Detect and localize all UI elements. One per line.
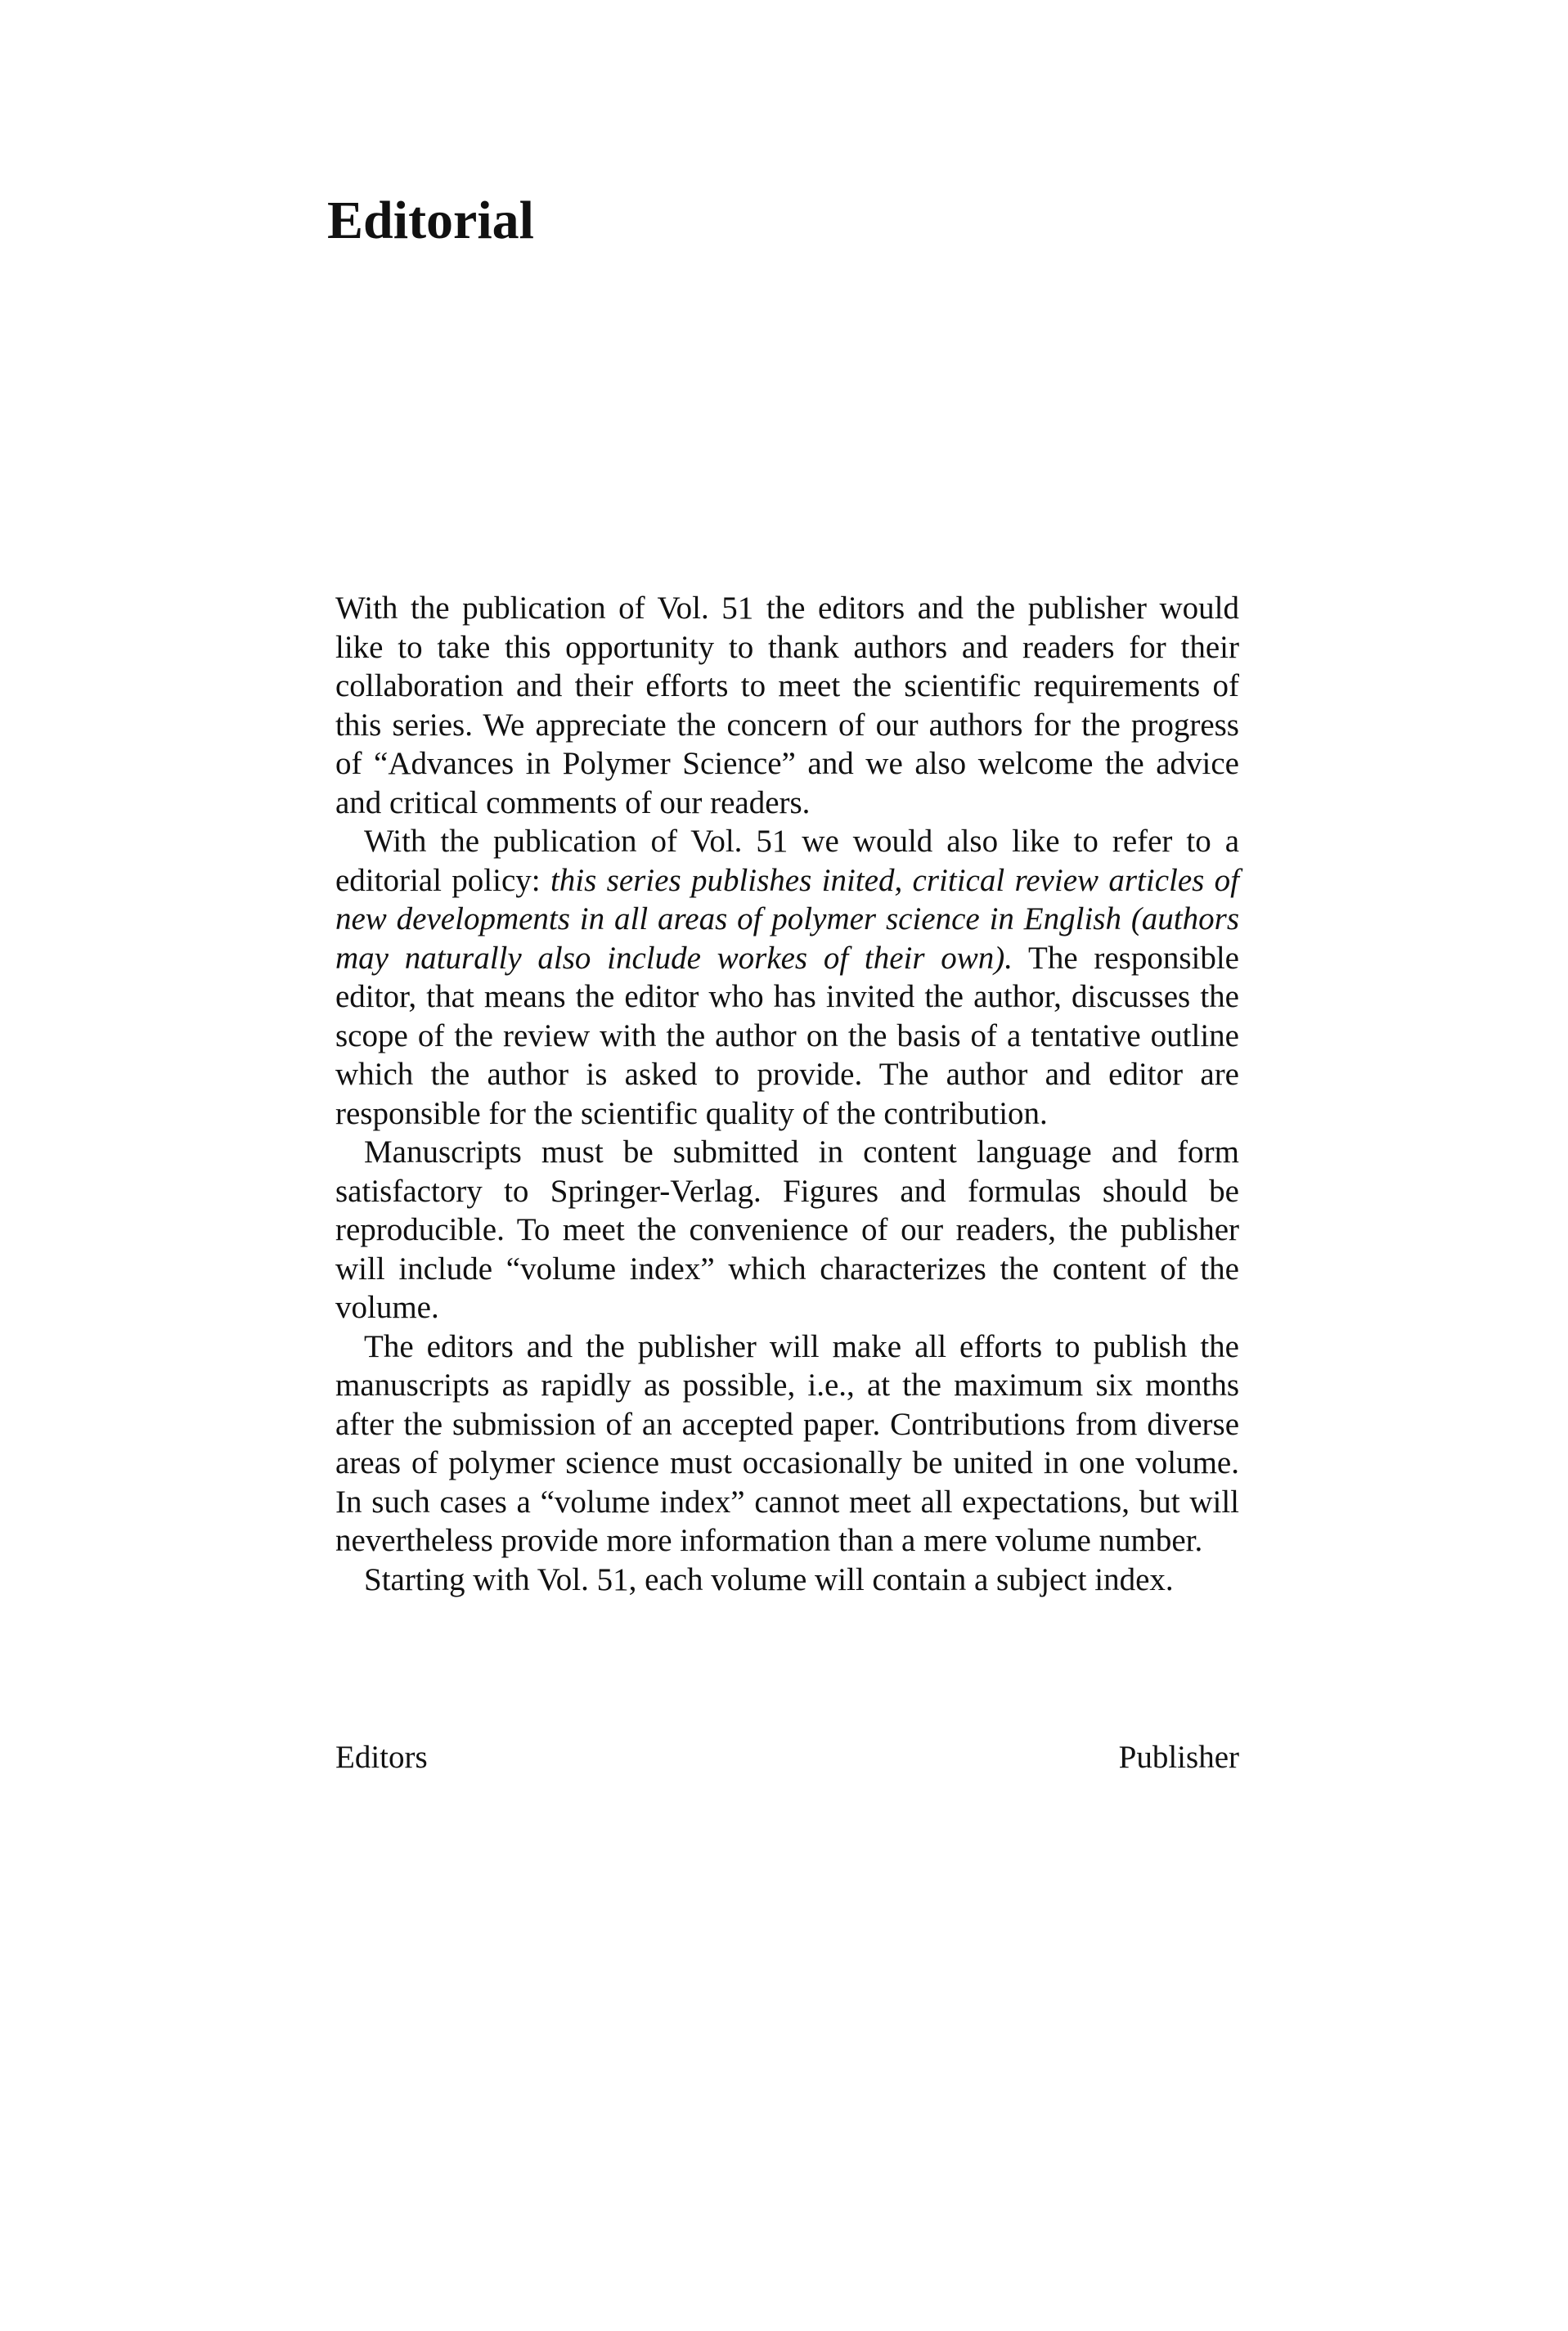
paragraph-editorial-policy-italic: this series publishes inited, critical review articles of new developments in all areas of polymer science in English (authors may naturally also include workes of their own). [335,862,1240,976]
editorial-body [335,589,1239,1599]
paragraph-thanks: With the publication of Vol. 51 the editors and the publisher would like to take this opportunity to thank authors and readers for their collaboration and their efforts to meet the scientific requirements of this series. We appreciate the concern of our authors for the progress of “Advances in Polymer Science” and we also welcome the advice and critical comments of our readers. [335,591,1239,820]
paragraph-editorial-policy-lead: With the publication of Vol. 51 we would also like to refer to a editorial policy: [335,824,1239,898]
paragraph-editorial-policy-tail: The responsible editor, that means the editor who has invited the author, discusses the scope of the review with the author on the basis of a tentative outline which the author is asked to provide. The author and editor are responsible for the scientific quality of the contribution. [335,940,1239,1131]
paragraph-publication-speed: The editors and the publisher will make all efforts to publish the manuscripts as rapidly as possible, i.e., at the maximum six months after the submission of an accepted paper. Contributions from diverse areas of polymer science must occasionally be united in one volume. In such cases a “volume index” cannot meet all expectations, but will nevertheless provide more information than a mere volume number. [335,1328,1239,1558]
signature-editors: Editors [335,1740,428,1775]
signature-publisher: Publisher [1118,1740,1239,1775]
paragraph-manuscripts: Manuscripts must be submitted in content language and form satisfactory to Springer-Verlag. Figures and formulas should be reproducible. To meet the convenience of our readers, the publisher will include “volume index” which characterizes the content of the volume. [335,1134,1239,1325]
paragraph-subject-index: Starting with Vol. 51, each volume will contain a subject index. [364,1561,1174,1597]
paragraph-editorial-policy [335,822,1239,1133]
signature-line [335,1738,1239,1776]
page-title: Editorial [327,191,535,250]
